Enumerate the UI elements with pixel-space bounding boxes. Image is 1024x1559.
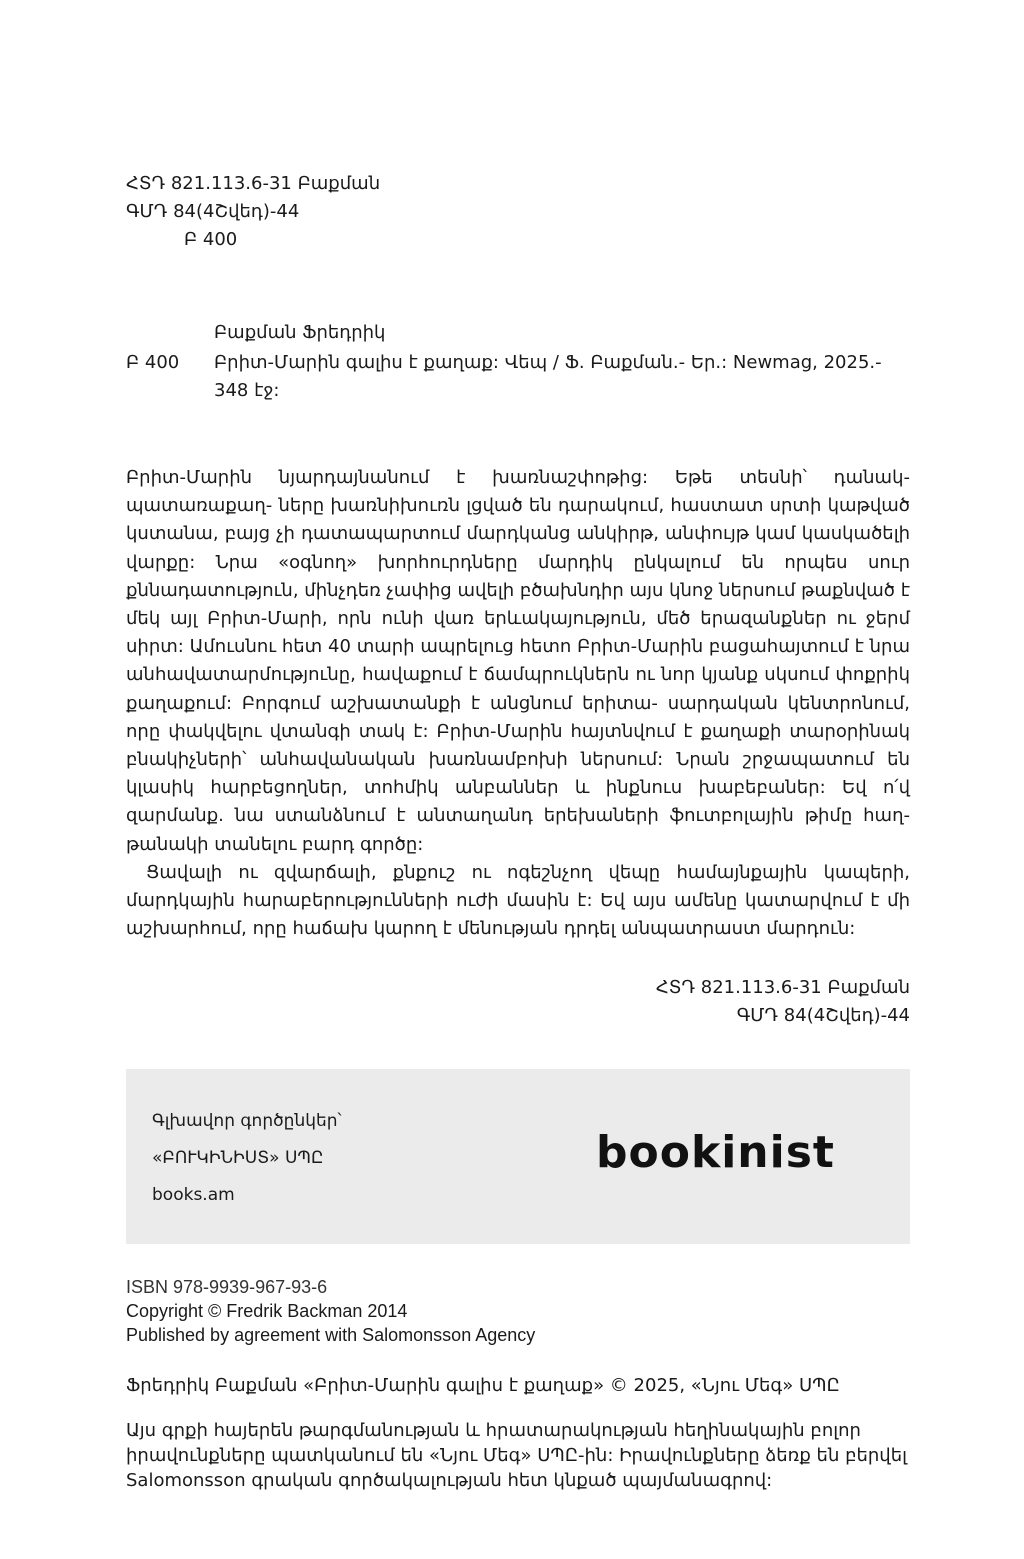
text-line: դատապարտում մարդկանց անկիրթ, անփույթ կամ կասկածելի վարքը: Նրա «օգնող» (126, 523, 910, 573)
bib-line-2: 348 էջ: (214, 380, 280, 401)
text-line: քաղաքի տարօրինակ բնակիչների՝ անհավանական խառնամբոխի ներսում: Նրան (126, 720, 911, 771)
rights-line-2: իրավունքները պատկանում են «Նյու Մեգ» ՍՊԸ-ին: Իրավունքները ձեռք են բերվել (126, 1445, 907, 1466)
publisher-box (126, 1069, 910, 1244)
udc-code: ՀՏԴ 821.113.6-31 Բաքման (126, 173, 381, 194)
rights-line: Ֆրեդրիկ Բաքման «Բրիտ-Մարին գալիս է քաղաք» © 2025, «Նյու Մեգ» ՍՊԸ (126, 1375, 840, 1396)
text-line: Ցավալի ու զվարճալի, քնքուշ ու ոգեշնչող վեպը համայնքային կապերի, մարդկային (126, 861, 910, 912)
author-mark: Բ 400 (184, 229, 238, 250)
rights-line-3: Salomonsson գրական գործակալության հետ կնքած պայմանագրով: (126, 1470, 773, 1491)
bib-description (214, 349, 914, 405)
agreement-line: Published by agreement with Salomonsson Agency (126, 1325, 536, 1345)
copyright-block (126, 1275, 535, 1347)
bookinist-logo: bookinist (596, 1127, 835, 1178)
text-line: Բրիտ-Մարին բացահայտում է նրա անհավատարմությունը, հավաքում է ճամպրուկներն (126, 636, 910, 686)
bib-line-1: Բրիտ-Մարին գալիս է քաղաք: Վեպ / Ֆ. Բաքման.- Եր.: Newmag, 2025.- (214, 352, 882, 373)
text-line: ավելի բծախնդիր այս կնոջ ներսում թաքնված է մեկ այլ Բրիտ-Մարի, որն ունի վառ (126, 579, 910, 630)
rights-paragraph (126, 1418, 910, 1493)
classification-block (126, 170, 380, 254)
right-classification (656, 974, 910, 1030)
copyright-line: Copyright © Fredrik Backman 2014 (126, 1301, 408, 1321)
partner-site: books.am (152, 1185, 235, 1205)
partner-name: «ԲՈՒԿԻՆԻՍՏ» ՍՊԸ (152, 1148, 324, 1168)
text-line: ու նոր կյանք սկսում փոքրիկ քաղաքում: Բորգում աշխատանքի է անցնում երիտա- (126, 664, 910, 714)
partner-label: Գլխավոր գործընկեր՝ (152, 1111, 342, 1131)
annotation-paragraph-1 (126, 464, 910, 859)
text-line: թանակի տանելու բարդ գործը: (126, 833, 424, 855)
rights-line-1: Այս գրքի հայերեն թարգմանության և հրատարակության հեղինակային բոլոր (126, 1420, 861, 1441)
annotation-paragraph-2 (126, 859, 910, 944)
text-line: Բրիտ-Մարին նյարդայնանում է խառնաշփոթից: Եթե տեսնի՝ դանակ-պատառաքաղ- (126, 467, 910, 517)
text-line: երևակայություն, մեծ երազանքներ ու ջերմ սիրտ: Ամուսնու հետ 40 տարի ապրելուց հետո (126, 608, 910, 658)
text-line: հարաբերությունների ուժի մասին է: Եվ այս ամենը կատարվում է մի աշխարհում, որը (126, 890, 910, 940)
text-line: խորհուրդները մարդիկ ընկալում են որպես սուր քննադատություն, մինչդեռ չափից (126, 551, 910, 601)
isbn: ISBN 978-9939-967-93-6 (126, 1277, 328, 1297)
text-line: հաճախ կարող է մենության դրդել անպատրաստ մարդուն: (292, 918, 856, 940)
text-line: Եվ ո՛վ զարմանք. նա ստանձնում է անտաղանդ երեխաների ֆուտբոլային թիմը հաղ- (126, 777, 910, 827)
annotation (126, 464, 910, 943)
text-line: սարդական կենտրոնում, որը փակվելու վտանգի տակ է: Բրիտ-Մարին հայտնվում է (126, 692, 910, 742)
bib-author: Բաքման Ֆրեդրիկ (214, 322, 386, 343)
bbk-code: ԳՄԴ 84(4Շվեդ)-44 (126, 201, 300, 222)
udc-code-right: ՀՏԴ 821.113.6-31 Բաքման (655, 977, 910, 998)
text-line: ները խառնիխուռն լցված են դարակում, հաստատ սրտի կաթված կստանա, բայց չի (126, 495, 910, 545)
bbk-code-right: ԳՄԴ 84(4Շվեդ)-44 (736, 1005, 910, 1026)
text-line: շրջապատում են կլասիկ հարբեցողներ, տոհմիկ անբաններ և ինքնուս խաբեբաներ: (126, 749, 910, 799)
bib-code: Բ 400 (126, 352, 180, 373)
